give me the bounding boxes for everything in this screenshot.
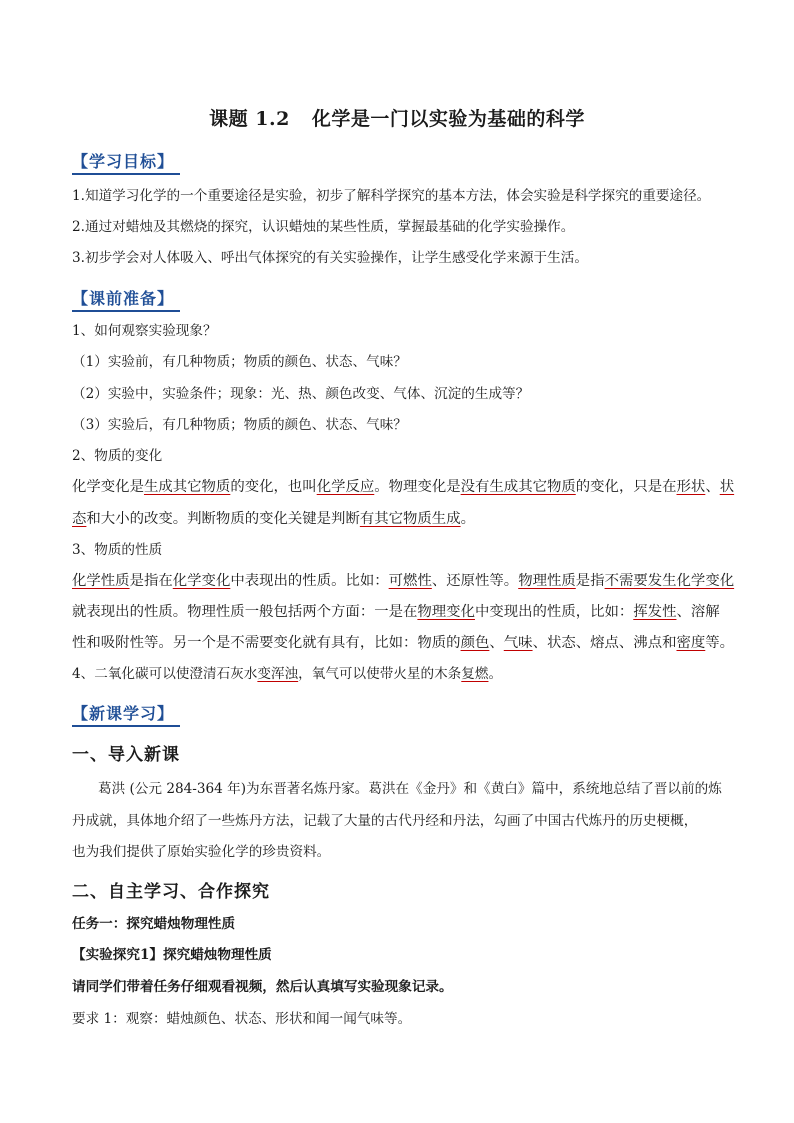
underlined-answer: 化学性质 (72, 573, 130, 589)
intro-paragraph-line: 也为我们提供了原始实验化学的珍贵资料。 (72, 844, 331, 860)
property-paragraph-line: 就表现出的性质。物理性质一般包括两个方面：一是在物理变化中变现出的性质，比如：挥发性、溶解 (72, 604, 720, 620)
underlined-answer: 复燃 (461, 666, 489, 682)
task-1-title: 任务一：探究蜡烛物理性质 (72, 916, 236, 932)
underlined-answer: 气味 (503, 635, 533, 651)
underlined-answer: 化学反应 (316, 479, 375, 495)
change-paragraph-line: 化学变化是生成其它物质的变化，也叫化学反应。物理变化是没有生成其它物质的变化，只是在形状、状 (72, 479, 735, 495)
prep-subitem: （2）实验中，实验条件；现象：光、热、颜色改变、气体、沉淀的生成等？ (72, 386, 530, 402)
property-paragraph-line: 性和吸附性等。另一个是不需要变化就有具有，比如：物质的颜色、气味、状态、熔点、沸点和密度等。 (72, 635, 735, 651)
change-paragraph-line: 态和大小的改变。判断物质的变化关键是判断有其它物质生成。 (72, 511, 475, 527)
underlined-answer: 变浑浊 (257, 666, 299, 682)
objective-item: 3.初步学会对人体吸入、呼出气体探究的有关实验操作，让学生感受化学来源于生活。 (72, 250, 588, 266)
underlined-answer: 颜色 (460, 635, 490, 651)
prep-subitem: （1）实验前，有几种物质；物质的颜色、状态、气味？ (72, 354, 407, 370)
prep-question-2: 2、物质的变化 (72, 448, 163, 464)
underlined-answer: 化学变化 (172, 573, 231, 589)
underlined-answer: 物理性质 (518, 573, 576, 589)
section-heading-explore: 二、自主学习、合作探究 (72, 882, 270, 902)
lesson-number: 课题 1.2 (209, 108, 290, 130)
intro-paragraph-line: 葛洪 (公元 284-364 年)为东晋著名炼丹家。葛洪在《金丹》和《黄白》篇中，系统地总结了晋以前的炼 (98, 781, 722, 797)
prep-question-3: 3、物质的性质 (72, 542, 163, 558)
underlined-answer: 状 (719, 479, 735, 495)
objective-item: 1.知道学习化学的一个重要途径是实验，初步了解科学探究的基本方法，体会实验是科学探究的重要途径。 (72, 188, 711, 204)
underlined-answer: 形状 (676, 479, 706, 495)
underlined-answer: 有其它物质生成 (359, 511, 461, 527)
property-paragraph-line: 化学性质是指在化学变化中表现出的性质。比如：可燃性、还原性等。物理性质是指不需要发生化学变化 (72, 573, 735, 589)
underlined-answer: 挥发性 (633, 604, 677, 620)
prep-heading: 【课前准备】 (72, 285, 180, 312)
lesson-title: 化学是一门以实验为基础的科学 (311, 108, 585, 130)
underlined-answer: 没有生成其它物质 (460, 479, 576, 495)
objective-item: 2.通过对蜡烛及其燃烧的探究，认识蜡烛的某些性质，掌握最基础的化学实验操作。 (72, 219, 575, 235)
underlined-answer: 态 (72, 511, 87, 527)
section-heading-intro: 一、导入新课 (72, 745, 180, 765)
requirement-1: 要求 1：观察：蜡烛颜色、状态、形状和闻一闻气味等。 (72, 1011, 412, 1027)
prep-question-1: 1、如何观察实验现象？ (72, 323, 217, 339)
new-lesson-heading: 【新课学习】 (72, 700, 180, 727)
underlined-answer: 密度 (676, 635, 706, 651)
underlined-answer: 生成其它物质 (143, 479, 231, 495)
objectives-heading: 【学习目标】 (72, 148, 180, 175)
experiment-1-title: 【实验探究1】探究蜡烛物理性质 (72, 947, 272, 963)
intro-paragraph-line: 丹成就，具体地介绍了一些炼丹方法，记载了大量的古代丹经和丹法，勾画了中国古代炼丹的历史梗概， (72, 813, 698, 829)
prep-question-4: 4、二氧化碳可以使澄清石灰水变浑浊，氧气可以使带火星的木条复燃。 (72, 666, 503, 682)
underlined-answer: 不需要发生化学变化 (604, 573, 735, 589)
underlined-answer: 可燃性 (388, 573, 432, 589)
underlined-answer: 物理变化 (417, 604, 475, 620)
page-title (0, 104, 794, 131)
prep-subitem: （3）实验后，有几种物质；物质的颜色、状态、气味？ (72, 417, 407, 433)
instruction-text: 请同学们带着任务仔细观看视频，然后认真填写实验现象记录。 (72, 979, 453, 995)
